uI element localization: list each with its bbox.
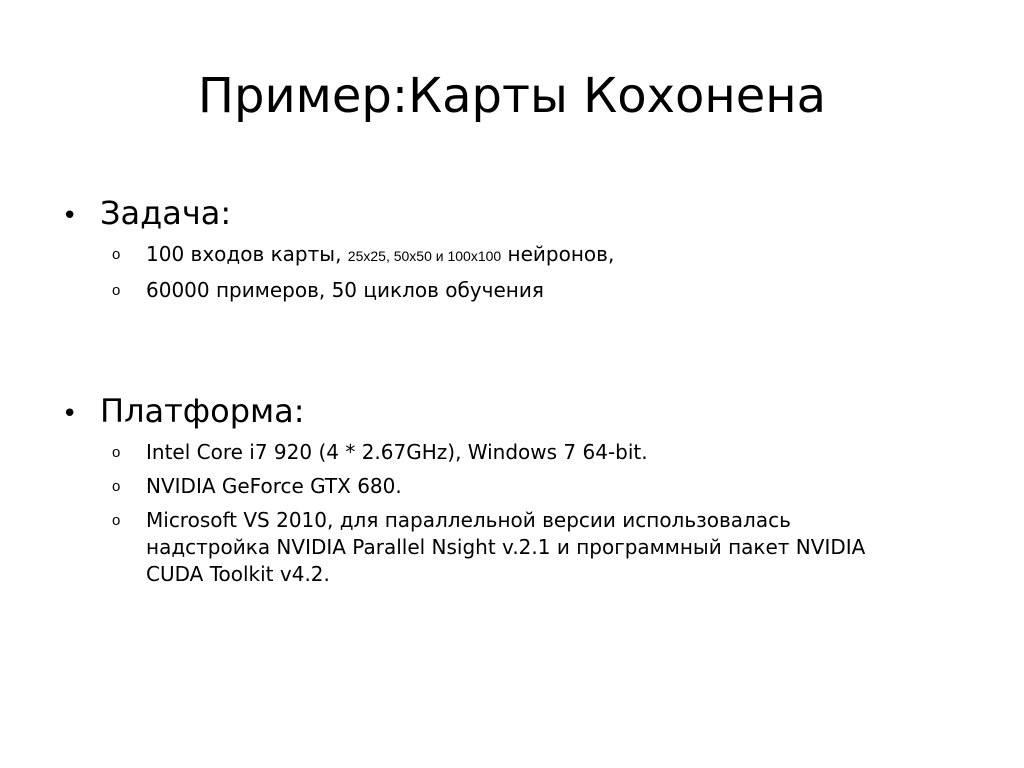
list-item-text [146,241,962,270]
bullet-icon: • [62,399,78,429]
list-item-text: Microsoft VS 2010, для параллельной версии использовалась надстройка NVIDIA Parallel Nsight v.2.1 и программный пакет NVIDIA CUDA Toolkit v4.2. [146,508,866,586]
sub-bullet-icon: o [112,478,121,495]
list-item-text-small: 25x25, 50x50 и 100x100 [347,248,502,264]
list-item-text-part: 100 входов карты, [146,242,348,266]
bullet-icon: • [62,201,78,231]
section-platform [62,386,962,592]
list-item-text-part: нейронов, [501,242,615,266]
list-item-text: Intel Core i7 920 (4 * 2.67GHz), Windows 7 64-bit. [146,440,648,464]
list-item-text: NVIDIA GeForce GTX 680. [146,474,402,498]
list-item [112,274,962,308]
section-heading-row [62,386,962,436]
section-heading: Задача: [100,194,232,232]
list-item [112,504,962,592]
list-item [112,436,962,470]
section-task [62,188,962,308]
section-heading-row [62,188,962,238]
list-item [112,470,962,504]
sub-bullet-icon: o [112,444,121,461]
sub-bullet-icon: o [112,246,121,263]
list-item-text: 60000 примеров, 50 циклов обучения [146,278,544,302]
sub-bullet-icon: o [112,282,121,299]
section-heading: Платформа: [100,392,305,430]
list-item [112,238,962,274]
sub-bullet-icon: o [112,512,121,529]
slide-title: Пример:Карты Кохонена [197,68,827,124]
